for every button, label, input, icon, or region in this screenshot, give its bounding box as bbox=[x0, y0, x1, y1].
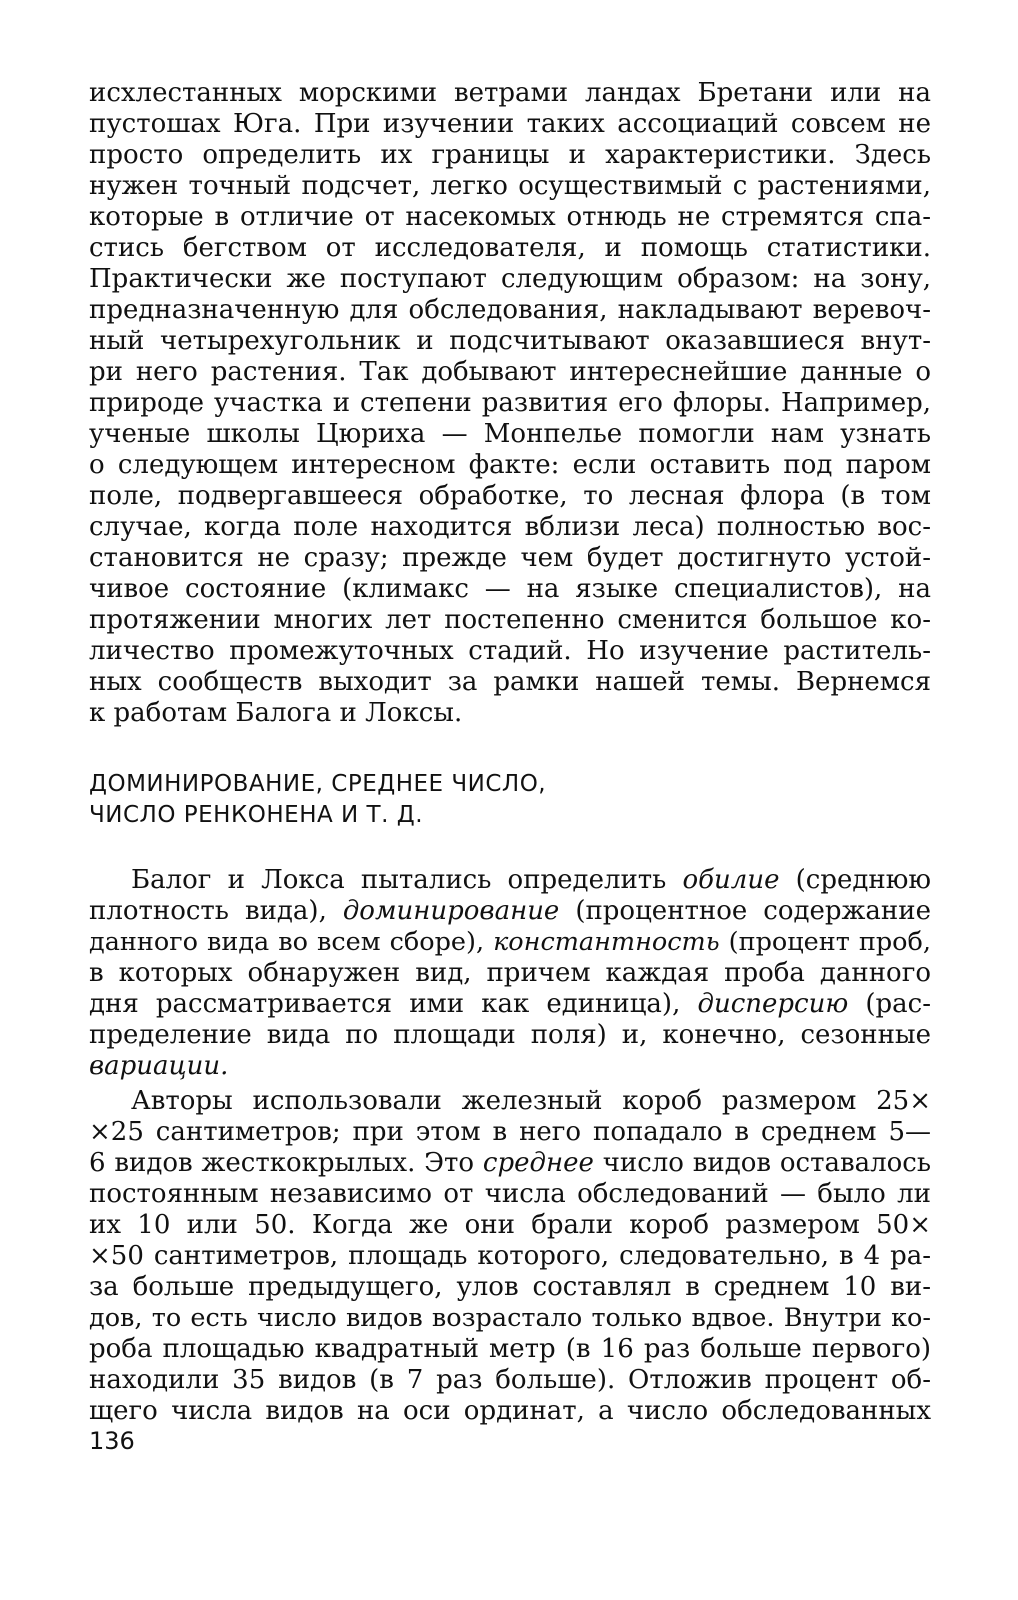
text-line: их 10 или 50. Когда же они брали короб размером 50× bbox=[89, 1210, 931, 1240]
text-line bbox=[89, 927, 931, 958]
text-line: находили 35 видов (в 7 раз больше). Отложив процент об- bbox=[89, 1365, 931, 1395]
text-line: просто определить их границы и характеристики. Здесь bbox=[89, 140, 931, 170]
text-run: 6 видов жесткокрылых. Это bbox=[89, 1148, 483, 1178]
text-line: пустошах Юга. При изучении таких ассоциаций совсем не bbox=[89, 109, 931, 139]
text-line: случае, когда поле находится вблизи леса) полностью вос- bbox=[89, 512, 931, 542]
text-run: плотность вида), bbox=[89, 896, 343, 926]
term-average: среднее bbox=[482, 1148, 594, 1178]
text-run: (процентное содержание bbox=[559, 896, 931, 926]
text-line: дов, то есть число видов возрастало только вдвое. Внутри ко- bbox=[89, 1303, 931, 1333]
text-line: Практически же поступают следующим образом: на зону, bbox=[89, 264, 931, 294]
text-line: ×25 сантиметров; при этом в него попадало в среднем 5— bbox=[89, 1117, 931, 1147]
text-line: исхлестанных морскими ветрами ландах Бретани или на bbox=[89, 78, 931, 108]
paragraph-1 bbox=[89, 78, 931, 729]
paragraph-2 bbox=[89, 865, 931, 1082]
text-line: поле, подвергавшееся обработке, то лесная флора (в том bbox=[89, 481, 931, 511]
term-abundance: обилие bbox=[682, 865, 780, 895]
paragraph-3 bbox=[89, 1086, 931, 1427]
text-line: ×50 сантиметров, площадь которого, следовательно, в 4 ра- bbox=[89, 1241, 931, 1271]
text-line bbox=[89, 896, 931, 927]
text-line: к работам Балога и Локсы. bbox=[89, 698, 463, 728]
term-variations: вариации. bbox=[89, 1051, 229, 1081]
page-number: 136 bbox=[89, 1427, 135, 1455]
text-line: в которых обнаружен вид, причем каждая проба данного bbox=[89, 958, 931, 988]
text-line: личество промежуточных стадий. Но изучение раститель- bbox=[89, 636, 931, 666]
text-line: протяжении многих лет постепенно сменится большое ко- bbox=[89, 605, 931, 635]
term-dominance: доминирование bbox=[342, 896, 560, 926]
heading-line: ДОМИНИРОВАНИЕ, СРЕДНЕЕ ЧИСЛО, bbox=[89, 771, 547, 797]
text-run: (процент проб, bbox=[719, 927, 931, 957]
text-run: дня рассматривается ими как единица), bbox=[89, 989, 698, 1019]
text-line: ных сообществ выходит за рамки нашей темы. Вернемся bbox=[89, 667, 931, 697]
text-line bbox=[89, 865, 931, 896]
term-constancy: константность bbox=[493, 927, 720, 957]
text-line bbox=[89, 1148, 931, 1179]
text-line: ри него растения. Так добывают интереснейшие данные о bbox=[89, 357, 931, 387]
text-run: Балог и Локса пытались определить bbox=[131, 865, 683, 895]
text-line: нужен точный подсчет, легко осуществимый с растениями, bbox=[89, 171, 931, 201]
text-line: Авторы использовали железный короб размером 25× bbox=[131, 1086, 931, 1116]
text-line: пределение вида по площади поля) и, конечно, сезонные bbox=[89, 1020, 931, 1050]
text-line: ный четырехугольник и подсчитывают оказавшиеся внут- bbox=[89, 326, 931, 356]
text-line: природе участка и степени развития его флоры. Например, bbox=[89, 388, 931, 418]
section-heading bbox=[89, 769, 931, 831]
text-line: становится не сразу; прежде чем будет достигнуто устой- bbox=[89, 543, 931, 573]
text-line: о следующем интересном факте: если оставить под паром bbox=[89, 450, 931, 480]
text-line: стись бегством от исследователя, и помощь статистики. bbox=[89, 233, 931, 263]
term-dispersion: дисперсию bbox=[697, 989, 849, 1019]
text-run: данного вида во всем сборе), bbox=[89, 927, 494, 957]
text-line: ученые школы Цюриха — Монпелье помогли нам узнать bbox=[89, 419, 931, 449]
text-line: чивое состояние (климакс — на языке специалистов), на bbox=[89, 574, 931, 604]
text-run: число видов оставалось bbox=[593, 1148, 931, 1178]
text-line: постоянным независимо от числа обследований — было ли bbox=[89, 1179, 931, 1209]
page-text bbox=[89, 78, 931, 1427]
text-line: предназначенную для обследования, накладывают веревоч- bbox=[89, 295, 931, 325]
text-run: (среднюю bbox=[779, 865, 931, 895]
text-line: роба площадью квадратный метр (в 16 раз больше первого) bbox=[89, 1334, 931, 1364]
text-line: щего числа видов на оси ординат, а число обследованных bbox=[89, 1396, 931, 1426]
text-line: за больше предыдущего, улов составлял в среднем 10 ви- bbox=[89, 1272, 931, 1302]
heading-line: ЧИСЛО РЕНКОНЕНА И Т. Д. bbox=[89, 802, 424, 828]
text-run: (рас- bbox=[848, 989, 931, 1019]
text-line bbox=[89, 1051, 931, 1082]
text-line bbox=[89, 989, 931, 1020]
text-line: которые в отличие от насекомых отнюдь не стремятся спа- bbox=[89, 202, 931, 232]
